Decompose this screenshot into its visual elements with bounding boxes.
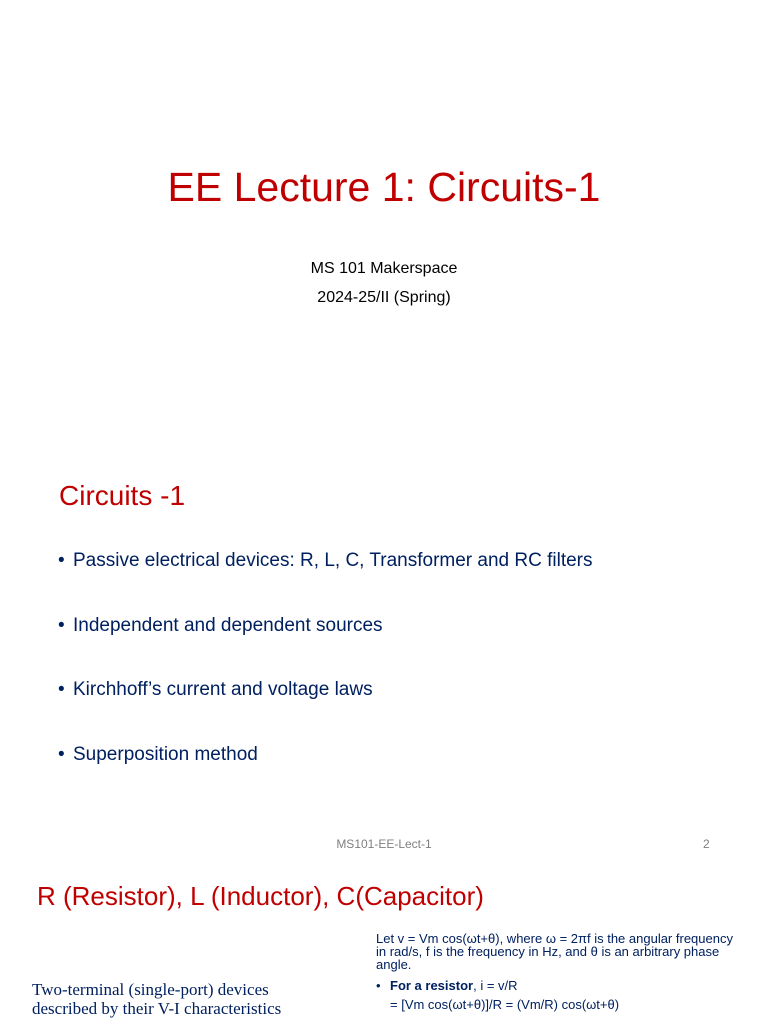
outline-slide [0,452,768,870]
bullet-icon: • [58,743,65,765]
lecture-title: EE Lecture 1: Circuits-1 [167,164,601,210]
resistor-bullet [376,979,736,992]
bullet-list [58,550,593,808]
bullet-text: Kirchhoff’s current and voltage laws [73,679,373,700]
bullet-text: Passive electrical devices: R, L, C, Transformer and RC filters [73,550,593,571]
semester: 2024-25/II (Spring) [317,289,451,306]
resistor-equation: = [Vm cos(ωt+θ)]/R = (Vm/R) cos(ωt+θ) [390,997,620,1012]
list-item [58,615,593,680]
bullet-icon: • [376,978,381,993]
slide-heading: Circuits -1 [59,480,186,511]
voltage-definition: Let v = Vm cos(ωt+θ), where ω = 2πf is the angular frequency in rad/s, f is the frequency in Hz, and θ is an arbitrary phase angle. [376,931,733,972]
slide-heading: R (Resistor), L (Inductor), C(Capacitor) [37,881,484,911]
page-number: 2 [703,837,710,851]
bullet-text: Independent and dependent sources [73,614,383,636]
resistor-formula: , i = v/R [473,978,518,993]
device-description: Two-terminal (single-port) devices described by their V-I characteristics [32,980,282,1018]
list-item [58,744,593,809]
list-item [58,550,593,615]
bullet-icon: • [58,614,65,636]
resistor-explanation [376,932,736,1011]
rlc-slide [0,862,768,1024]
course-name: MS 101 Makerspace [310,260,458,277]
slide-footer: MS101-EE-Lect-1 [336,837,432,851]
bullet-icon: • [58,679,65,700]
resistor-label: For a resistor [390,978,474,993]
bullet-icon: • [58,550,65,571]
list-item [58,679,593,744]
title-slide [0,0,768,452]
bullet-text: Superposition method [73,743,258,765]
